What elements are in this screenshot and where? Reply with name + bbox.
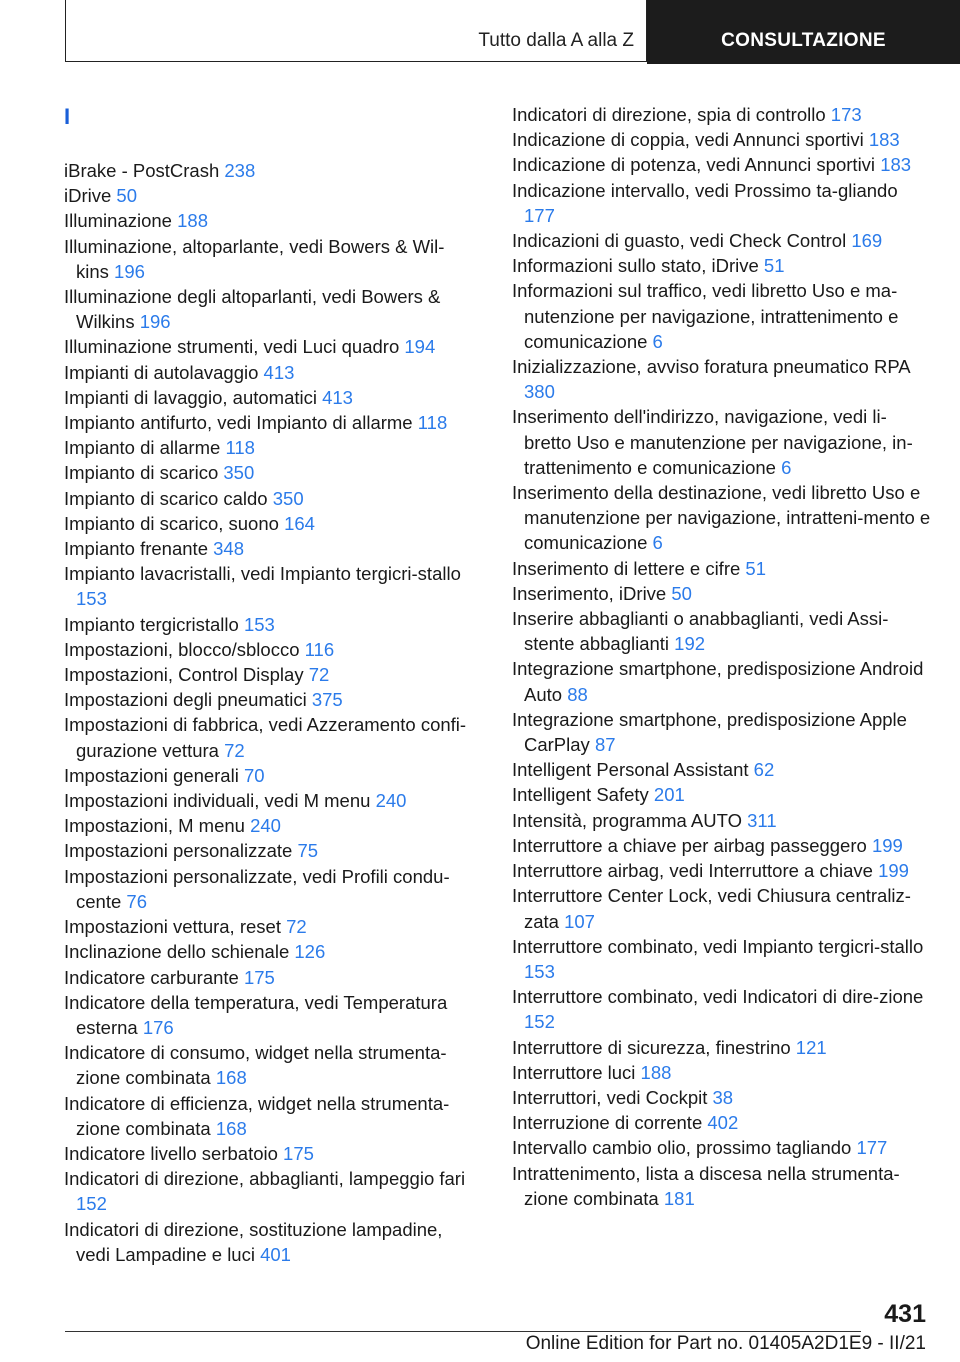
page-reference-link[interactable]: 183 [868,129,900,151]
page-reference-link[interactable]: 177 [856,1137,888,1159]
page-reference-link[interactable]: 168 [215,1117,247,1139]
index-entry [512,808,932,833]
index-letter: I [64,104,71,129]
index-entry-text: Inserire abbaglianti o anabbaglianti, vedi Assi-stente abbaglianti [512,608,889,655]
page-reference-link[interactable]: 350 [272,487,304,509]
index-entry-text: Impianto di scarico [64,462,224,484]
index-entry-text: Interruttore Center Lock, vedi Chiusura centraliz-zata [512,885,911,932]
page-reference-link[interactable]: 311 [747,809,777,831]
footer-divider [65,1331,861,1332]
index-entry [64,284,476,334]
index-entry-text: Integrazione smartphone, predisposizione Android Auto [512,658,924,705]
page-reference-link[interactable]: 380 [524,381,555,403]
page-reference-link[interactable]: 87 [594,734,616,756]
page-reference-link[interactable]: 153 [243,613,275,635]
index-entry-text: Inserimento di lettere e cifre [512,557,746,579]
footer-edition: Online Edition for Part no. 01405A2D1E9 - II/21 [525,1333,926,1354]
index-entry [64,1166,476,1216]
index-entry-text: Impostazioni personalizzate [64,840,298,862]
page-reference-link[interactable]: 76 [126,890,147,912]
index-entry-text: Intrattenimento, lista a discesa nella strumenta-zione combinata [512,1162,900,1209]
index-entry-text: Impostazioni, M menu [64,815,251,837]
index-entry [64,511,476,536]
index-entry [512,883,932,933]
index-entry [512,1110,932,1135]
index-entry [512,606,932,656]
page-reference-link[interactable]: 38 [712,1086,734,1108]
page-reference-link[interactable]: 199 [878,860,909,882]
index-column-left [64,158,476,1267]
page-reference-link[interactable]: 201 [653,784,685,806]
page-reference-link[interactable]: 50 [116,185,137,207]
index-entry-text: Interruttore di sicurezza, finestrino [512,1036,796,1058]
index-entry-text: Impianto di scarico, suono [64,512,285,534]
page-reference-link[interactable]: 192 [674,633,706,655]
index-entry-text: Indicatore di consumo, widget nella strumenta-zione combinata [64,1042,447,1089]
index-entry-text: Illuminazione degli altoparlanti, vedi Bowers & Wilkins [64,286,441,333]
index-entry-text: Indicatori di direzione, spia di controllo [512,104,831,125]
page-reference-link[interactable]: 126 [294,941,326,963]
index-entry [64,712,476,762]
index-entry [64,1217,476,1267]
page-reference-link[interactable]: 196 [139,311,171,333]
page-reference-link[interactable]: 413 [263,361,295,383]
index-entry [64,965,476,990]
index-entry-text: Inclinazione dello schienale [64,941,295,963]
index-entry-text: Integrazione smartphone, predisposizione Apple CarPlay [512,708,907,756]
index-entry [64,234,476,284]
index-entry-text: Intensità, programma AUTO [512,809,748,831]
index-entry-text: Informazioni sullo stato, iDrive [512,255,764,277]
index-entry-text: Impianti di lavaggio, automatici [64,386,323,408]
index-entry-text: Indicazione di potenza, vedi Annunci sportivi [512,154,881,176]
page-reference-link[interactable]: 194 [404,336,436,358]
index-entry [64,914,476,939]
index-entry-text: Indicazioni di guasto, vedi Check Control [512,230,852,252]
page-reference-link[interactable]: 350 [223,462,255,484]
index-entry-text: Impianto antifurto, vedi Impianto di allarme [64,412,418,434]
index-entry [512,152,932,177]
index-entry-text: Interruttore luci [512,1061,641,1083]
index-entry [64,536,476,561]
index-entry [64,183,476,208]
page-reference-link[interactable]: 118 [417,412,448,434]
index-entry [64,486,476,511]
index-entry [64,334,476,359]
index-entry [512,581,932,606]
index-entry [64,410,476,435]
index-entry [512,556,932,581]
page-reference-link[interactable]: 62 [753,759,775,781]
page-number: 431 [884,1300,926,1328]
page-reference-link[interactable]: 199 [871,834,903,856]
index-entry [64,208,476,233]
index-entry-text: Interruttore a chiave per airbag passeggero [512,834,872,856]
index-entry-text: Inizializzazione, avviso foratura pneumatico RPA [512,356,910,378]
page-reference-link[interactable]: 153 [524,960,555,982]
index-entry [512,1035,932,1060]
index-entry-text: Intelligent Personal Assistant [512,759,754,781]
page-reference-link[interactable]: 173 [830,104,862,125]
index-entry-text: Indicazione di coppia, vedi Annunci sportivi [512,129,869,151]
index-entry [512,127,932,152]
index-entry-text: Impostazioni individuali, vedi M menu [64,790,376,812]
index-entry [512,858,932,883]
page-reference-link[interactable]: 51 [745,557,766,579]
page-reference-link[interactable]: 183 [880,154,912,176]
page-reference-link[interactable]: 240 [250,815,281,837]
index-entry [64,1040,476,1090]
index-entry [512,228,932,253]
page-reference-link[interactable]: 6 [652,330,663,352]
index-entry-text: Indicatori di direzione, abbaglianti, lampeggio fari [64,1168,466,1190]
index-entry-text: Interruzione di corrente [512,1112,708,1134]
index-entry-text: Interruttore combinato, vedi Impianto tergicri-stallo [512,935,924,957]
page-reference-link[interactable]: 153 [76,588,107,610]
index-entry-text: Intervallo cambio olio, prossimo tagliando [512,1137,857,1159]
index-entry-text: Intelligent Safety [512,784,654,806]
index-entry [64,460,476,485]
chapter-title: CONSULTAZIONE [721,30,886,51]
index-entry [512,178,932,228]
index-entry [512,1085,932,1110]
index-entry-text: Illuminazione, altoparlante, vedi Bowers & Wil-kins [64,235,445,282]
index-entry-text: Inserimento, iDrive [512,582,672,604]
index-entry [64,561,476,611]
page-header [65,0,960,64]
index-entry [512,1135,932,1160]
page-reference-link[interactable]: 188 [177,210,208,232]
page-reference-link[interactable]: 188 [640,1061,672,1083]
index-entry [64,813,476,838]
index-entry-text: Indicatori di direzione, sostituzione lampadine, vedi Lampadine e luci [64,1218,443,1265]
page-reference-link[interactable]: 164 [284,512,315,534]
index-entry-text: Impostazioni personalizzate, vedi Profili condu-cente [64,865,450,912]
page-reference-link[interactable]: 413 [322,386,353,408]
page-reference-link[interactable]: 177 [524,204,555,226]
index-entry [64,385,476,410]
index-entry [64,435,476,460]
index-entry-text: iBrake - PostCrash [64,160,225,181]
index-entry-text: Illuminazione [64,210,178,232]
page-reference-link[interactable]: 348 [213,538,244,560]
page-reference-link[interactable]: 50 [671,582,692,604]
index-entry-text: Impianto tergicristallo [64,613,244,635]
page-reference-link[interactable]: 176 [142,1016,174,1038]
index-column-right [512,102,932,1211]
index-entry-text: Impostazioni di fabbrica, vedi Azzeramento confi-gurazione vettura [64,714,467,761]
index-entry [512,934,932,984]
page-reference-link[interactable]: 402 [707,1112,739,1134]
index-entry [64,637,476,662]
index-entry [512,278,932,354]
index-entry [64,864,476,914]
section-title: Tutto dalla A alla Z [478,30,634,51]
index-entry-text: Informazioni sul traffico, vedi libretto Uso e ma-nutenzione per navigazione, intrattenimento e comunicazione [512,280,899,352]
page-reference-link[interactable]: 70 [243,764,265,786]
section-tab [65,0,647,62]
index-entry [512,833,932,858]
index-entry-text: Impianti di autolavaggio [64,361,264,383]
index-entry [512,707,932,757]
page-reference-link[interactable]: 152 [524,1011,555,1033]
page-reference-link[interactable]: 152 [76,1193,107,1215]
index-entry [64,990,476,1040]
page-reference-link[interactable]: 168 [215,1067,247,1089]
page-reference-link[interactable]: 240 [375,790,407,812]
index-entry-text: Inserimento dell'indirizzo, navigazione, vedi li-bretto Uso e manutenzione per navigazione, in-trattenimento e comunicazione [512,406,913,478]
index-entry-text: Indicazione intervallo, vedi Prossimo ta-gliando [512,179,898,201]
index-entry [64,158,476,183]
index-entry-text: Indicatore livello serbatoio [64,1142,284,1164]
page-reference-link[interactable]: 72 [224,739,245,761]
index-entry [64,763,476,788]
index-entry-text: Interruttore combinato, vedi Indicatori di dire-zione [512,986,924,1008]
index-entry [64,788,476,813]
index-entry [512,782,932,807]
page-reference-link[interactable]: 107 [564,910,595,932]
page-reference-link[interactable]: 121 [795,1036,827,1058]
page-reference-link[interactable]: 175 [243,966,275,988]
page-reference-link[interactable]: 75 [297,840,319,862]
index-entry-text: Impostazioni generali [64,764,244,786]
page-reference-link[interactable]: 118 [225,437,255,459]
index-entry-text: Inserimento della destinazione, vedi libretto Uso e manutenzione per navigazione, intratteni-mento e comunicazione [512,482,931,554]
page-reference-link[interactable]: 375 [311,689,343,711]
index-entry [64,1091,476,1141]
page-reference-link[interactable]: 181 [663,1187,695,1209]
page-reference-link[interactable]: 51 [763,255,785,277]
index-entry-text: Interruttore airbag, vedi Interruttore a chiave [512,860,879,882]
index-entry-text: Impostazioni vettura, reset [64,916,287,938]
index-entry [64,612,476,637]
index-entry-text: Impianto di scarico caldo [64,487,273,509]
page-reference-link[interactable]: 196 [114,260,145,282]
index-entry [512,1060,932,1085]
page-reference-link[interactable]: 72 [286,916,307,938]
index-entry-text: Indicatore carburante [64,966,244,988]
index-entry [512,656,932,706]
index-entry [512,757,932,782]
index-entry [64,1141,476,1166]
chapter-tab [647,0,960,64]
index-entry-text: Impianto frenante [64,538,214,560]
index-entry [64,939,476,964]
page-reference-link[interactable]: 401 [260,1243,291,1265]
index-entry [512,354,932,404]
index-entry-text: Impianto di allarme [64,437,226,459]
index-entry-text: Illuminazione strumenti, vedi Luci quadro [64,336,405,358]
index-entry [64,838,476,863]
index-entry [512,404,932,480]
page-reference-link[interactable]: 72 [308,664,330,686]
page-reference-link[interactable]: 169 [851,230,883,252]
page-reference-link[interactable]: 88 [567,683,588,705]
index-entry-text: Impostazioni, Control Display [64,664,309,686]
page-reference-link[interactable]: 116 [304,638,335,660]
index-entry [512,253,932,278]
index-entry [64,687,476,712]
page-reference-link[interactable]: 6 [652,532,663,554]
index-entry-text: Interruttori, vedi Cockpit [512,1086,713,1108]
page-reference-link[interactable]: 175 [283,1142,314,1164]
index-entry-text: Impostazioni degli pneumatici [64,689,312,711]
index-entry-text: Indicatore di efficienza, widget nella strumenta-zione combinata [64,1092,450,1139]
index-entry-text: Impianto lavacristalli, vedi Impianto tergicri-stallo [64,563,461,585]
index-entry-text: Impostazioni, blocco/sblocco [64,638,305,660]
index-entry [64,360,476,385]
page-reference-link[interactable]: 238 [224,160,256,181]
index-entry [512,1161,932,1211]
index-entry [512,984,932,1034]
index-entry-text: iDrive [64,185,117,207]
page-reference-link[interactable]: 6 [781,456,792,478]
index-entry [512,480,932,556]
index-entry [64,662,476,687]
index-entry [512,102,932,127]
index-entry-text: Indicatore della temperatura, vedi Temperatura esterna [64,991,448,1038]
